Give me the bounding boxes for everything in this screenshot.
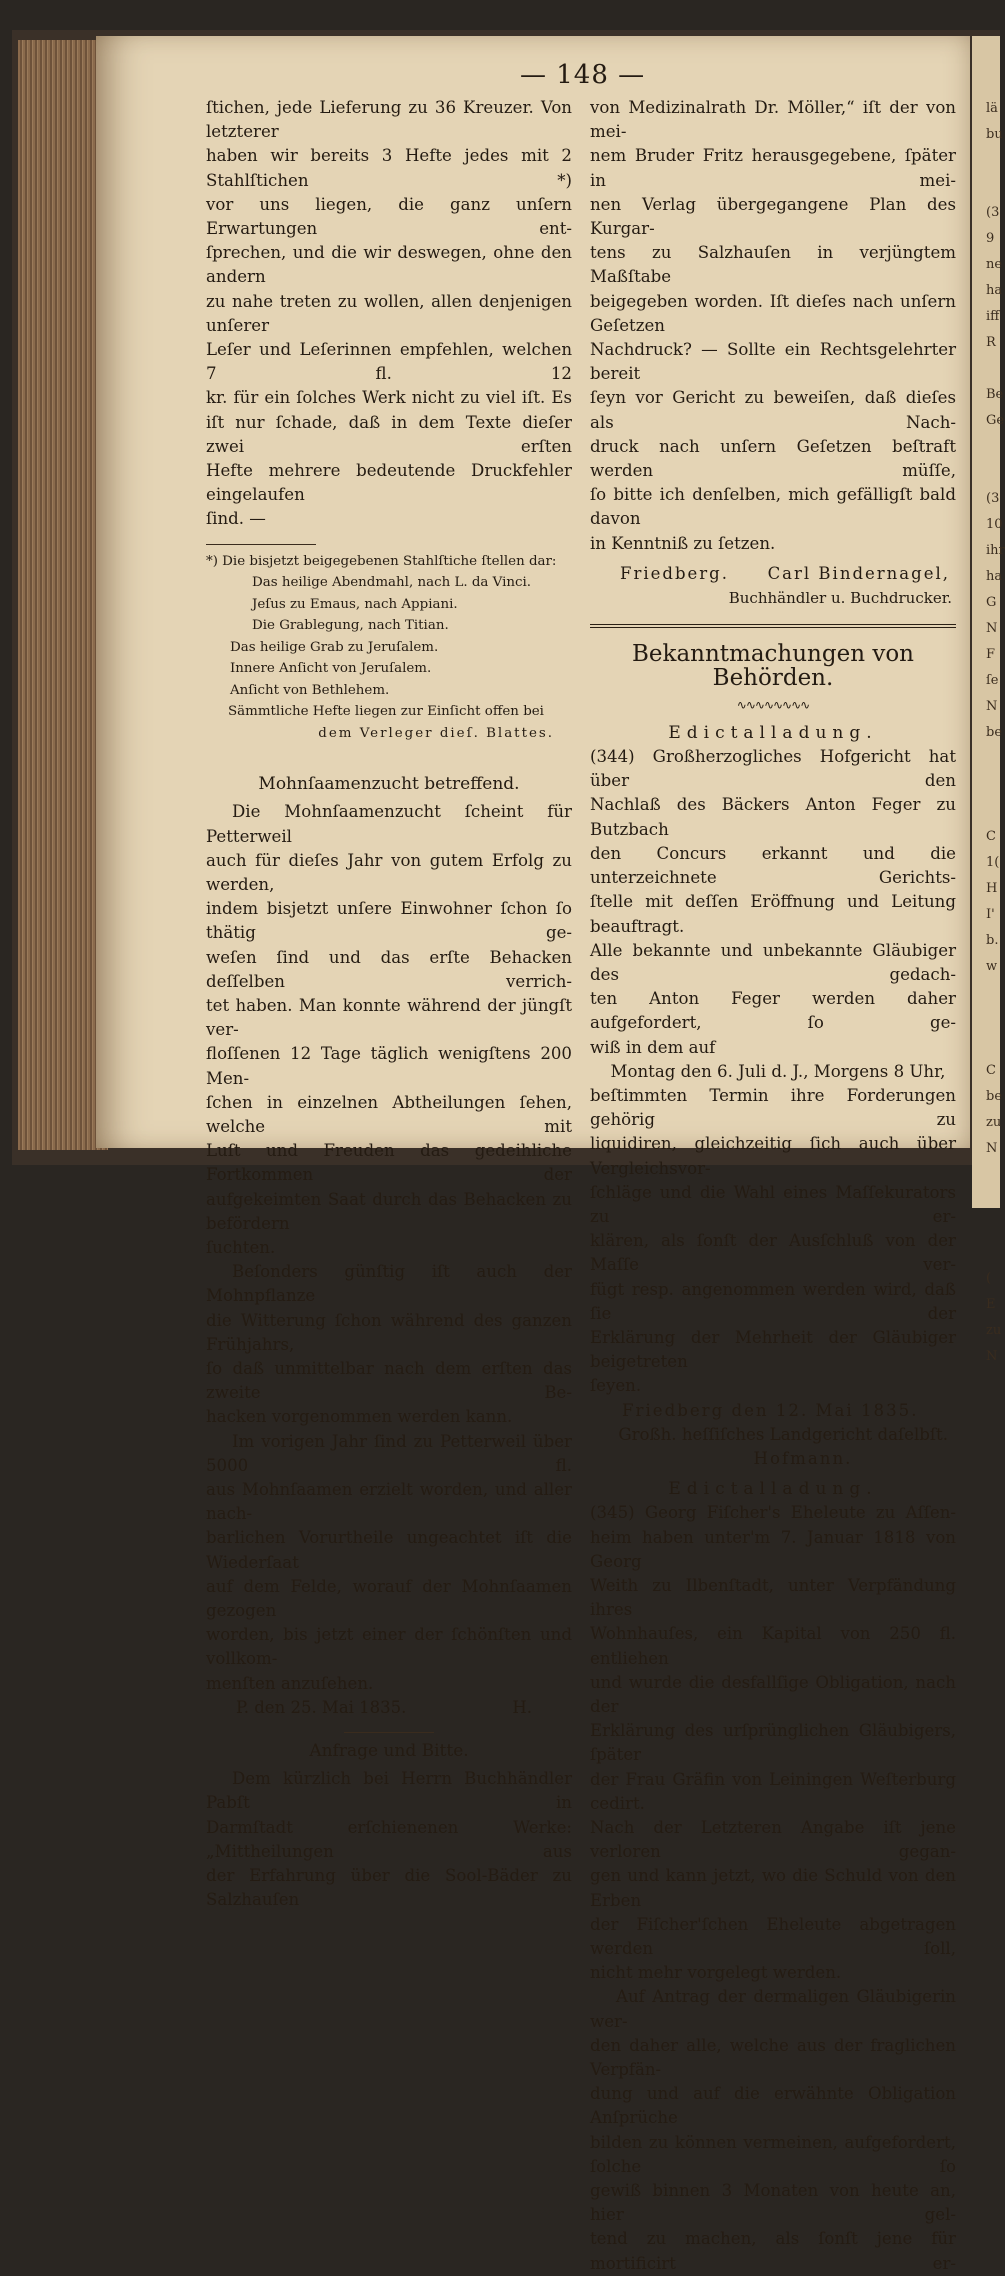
next-page-fragment — [972, 1162, 1000, 1188]
next-page-fragment — [972, 746, 1000, 772]
text-line: die Witterung ſchon während des ganzen Frühjahrs, — [206, 1310, 572, 1354]
next-page-fragment: zu — [986, 1115, 1002, 1130]
paragraph — [206, 1430, 572, 1696]
text-line: nen Verlag übergegangene Plan des Kurgar- — [590, 194, 956, 239]
text-line: menſten anzuſehen. — [206, 1673, 374, 1693]
next-page-fragment — [972, 434, 1000, 460]
text-line: Dem kürzlich bei Herrn Buchhändler Pabſt in — [206, 1769, 572, 1813]
next-page-fragment — [972, 1214, 1000, 1240]
edict-344-body — [590, 745, 956, 1060]
text-line: liquidiren, gleichzeitig ſich auch über Vergleichsvor- — [590, 1134, 956, 1178]
text-line: den Concurs erkannt und die unterzeichnete Gerichts- — [590, 843, 956, 888]
paragraph — [206, 1260, 572, 1429]
edict-345-body — [590, 1501, 956, 1985]
section-anfrage-body — [206, 1767, 572, 1912]
text-line: Nach der Letzteren Angabe iſt jene verloren gegan- — [590, 1818, 956, 1862]
edict-344-body2 — [590, 1084, 956, 1399]
text-line: Leſer und Leſerinnen empfehlen, welchen 7 fl. 12 — [206, 340, 572, 384]
next-page-fragment: ha — [986, 283, 1003, 298]
sign-place: Friedberg. — [620, 563, 729, 583]
section-title-bekanntmachungen: Bekanntmachungen von Behörden. — [632, 641, 914, 692]
text-line: aus Mohnſaamen erzielt worden, und aller nach- — [206, 1480, 572, 1524]
text-line: druck nach unſern Geſetzen beſtraft werden müſſe, — [590, 436, 956, 481]
text-line: ſuchten. — [206, 1238, 276, 1258]
text-line: den daher alle, welche aus der fraglichen Verpfän- — [590, 2035, 956, 2080]
text-line: ten Anton Feger werden daher aufgefordert, ſo ge- — [590, 989, 956, 1033]
text-line: Hefte mehrere bedeutende Druckfehler eingelaufen — [206, 461, 572, 505]
text-line: haben wir bereits 3 Hefte jedes mit 2 Stahlſtichen *) — [206, 146, 572, 190]
text-line: tend zu machen, als ſonſt jene für mortificirt er- — [590, 2229, 956, 2273]
text-line: auch für dieſes Jahr von gutem Erfolg zu werden, — [206, 850, 572, 894]
next-page-fragment — [972, 772, 1000, 798]
text-line: hacken vorgenommen werden kann. — [206, 1407, 513, 1427]
next-page-fragment: bu — [986, 127, 1003, 142]
ornament-wavy: ∿∿∿∿∿∿∿∿ — [736, 697, 810, 712]
next-page-fragment — [972, 980, 1000, 1006]
section-title-mohn: Mohnſaamenzucht betreffend. — [258, 774, 520, 795]
section-title-anfrage: Anfrage und Bitte. — [309, 1741, 469, 1762]
edict-heading-345: Edictalladung. — [668, 1479, 878, 1500]
text-line: vor uns liegen, die ganz unſern Erwartungen ent- — [206, 194, 572, 239]
next-page-fragment: G — [986, 595, 997, 610]
next-page-fragment: ſe — [986, 673, 999, 688]
next-page-fragment: (3 — [986, 491, 1000, 506]
signature-place-date: P. den 25. Mai 1835. — [236, 1697, 407, 1717]
footnote-item: Das heilige Abendmahl, nach L. da Vinci. — [252, 575, 532, 591]
text-line: kr. für ein ſolches Werk nicht zu viel iſt. Es — [206, 388, 572, 408]
text-line: Weith zu Ilbenſtadt, unter Verpfändung ihres — [590, 1575, 956, 1620]
sign-title: Buchhändler u. Buchdrucker. — [728, 589, 952, 608]
text-line: iſt nur ſchade, daß in dem Texte dieſer zwei erſten — [206, 412, 572, 456]
text-line: ſtelle mit deſſen Eröffnung und Leitung beauftragt. — [590, 892, 956, 936]
text-line: Nachdruck? — Sollte ein Rechtsgelehrter bereit — [590, 340, 956, 384]
text-line: der Fiſcher'ſchen Eheleute abgetragen werden ſoll, — [590, 1914, 956, 1959]
text-line: fügt resp. angenommen werden wird, daß ſie der — [590, 1279, 956, 1323]
footnote-item: Jeſus zu Emaus, nach Appiani. — [252, 596, 458, 612]
right-top-text — [590, 96, 956, 556]
publisher-signature — [590, 562, 956, 586]
text-line: indem bisjetzt unſere Einwohner ſchon ſo thätig ge- — [206, 899, 572, 943]
edict-344-place-date: Friedberg den 12. Mai 1835. — [622, 1400, 919, 1420]
next-page-fragment — [972, 460, 1000, 486]
footnote-item: Die Grablegung, nach Titian. — [252, 618, 449, 634]
footnote-item: Das heilige Grab zu Jeruſalem. — [230, 639, 439, 655]
next-page-fragment: N — [986, 1349, 998, 1364]
next-page-fragment: be — [986, 1089, 1003, 1104]
next-page-fragment — [972, 174, 1000, 200]
text-line: nicht mehr vorgelegt werden. — [590, 1963, 842, 1983]
text-line: gen und kann jetzt, wo die Schuld von den Erben — [590, 1866, 956, 1910]
left-top-text — [206, 96, 572, 532]
text-line: beigegeben worden. Iſt dieſes nach unſern Geſetzen — [590, 291, 956, 335]
text-line: ſprechen, und die wir deswegen, ohne den andern — [206, 243, 572, 287]
text-line: ſo daß unmittelbar nach dem erſten das zweite Be- — [206, 1359, 572, 1403]
section-mohn-signature — [206, 1696, 572, 1720]
text-line: tens zu Salzhauſen in verjüngtem Maßſtabe — [590, 243, 956, 287]
text-line: Im vorigen Jahr ſind zu Petterweil über 5000 fl. — [206, 1431, 572, 1475]
text-line: floſſenen 12 Tage täglich wenigſtens 200 Men- — [206, 1044, 572, 1088]
page-edges — [18, 40, 108, 1150]
next-page-fragment: ha — [986, 569, 1003, 584]
section-mohn-body — [206, 800, 572, 1696]
text-line: Auf Antrag der dermaligen Gläubigerin wer- — [590, 1987, 956, 2031]
next-page-fragment: ( — [986, 1271, 992, 1286]
text-line: und wurde die desfallſige Obligation, nach der — [590, 1672, 956, 1716]
edict-345-body2 — [590, 1985, 956, 2275]
next-page-fragment — [972, 1032, 1000, 1058]
next-page-fragment — [972, 148, 1000, 174]
text-line: dung und auf die erwähnte Obligation Anſprüche — [590, 2084, 956, 2128]
text-line: wiß in dem auf — [590, 1037, 716, 1057]
next-page-fragment: N — [986, 1141, 998, 1156]
next-page-fragment: C — [986, 829, 996, 844]
next-page-fragment — [972, 356, 1000, 382]
next-page-fragment — [972, 798, 1000, 824]
next-page-fragment: ne — [986, 257, 1003, 272]
next-page-fragment: ihr — [986, 543, 1005, 558]
next-page-fragment: N — [986, 621, 998, 636]
signature-initial: H. — [512, 1697, 532, 1717]
text-line: Luſt und Freuden das gedeihliche Fortkommen der — [206, 1141, 572, 1185]
text-line: zu nahe treten zu wollen, allen denjenigen unſerer — [206, 291, 572, 335]
text-line: Erklärung des urſprünglichen Gläubigers, ſpäter — [590, 1721, 956, 1765]
next-page-fragment: zu — [986, 1323, 1002, 1338]
text-line: heim haben unter'm 7. Januar 1818 von Georg — [590, 1527, 956, 1571]
footnote-rule — [206, 544, 316, 545]
footnote-closing: Sämmtliche Hefte liegen zur Einſicht offen bei — [228, 704, 544, 720]
sign-name: Carl Bindernagel, — [767, 563, 950, 583]
edict-heading-344: Edictalladung. — [668, 722, 878, 743]
next-page-fragment: Ge — [986, 413, 1005, 428]
next-page-fragment: N — [986, 699, 998, 714]
next-page-fragment: 1( — [986, 855, 1000, 870]
text-line: von Medizinalrath Dr. Möller,“ iſt der von mei- — [590, 98, 956, 142]
next-page-fragment: R — [986, 335, 996, 350]
text-line: ſchen in einzelnen Abtheilungen ſehen, welche mit — [206, 1092, 572, 1136]
next-page-fragment: lä — [986, 101, 998, 116]
right-column — [590, 96, 956, 2276]
text-line: Erklärung der Mehrheit der Gläubiger beigetreten — [590, 1327, 956, 1372]
text-line: ſo bitte ich denſelben, mich gefälligſt bald davon — [590, 485, 956, 529]
text-line: aufgekeimten Saat durch das Behacken zu befördern — [206, 1189, 572, 1233]
text-line: Darmſtadt erſchienenen Werke: „Mittheilungen aus — [206, 1817, 572, 1861]
left-column — [206, 96, 572, 1913]
footnote — [206, 551, 572, 745]
text-line: Nachlaß des Bäckers Anton Feger zu Butzbach — [590, 795, 956, 839]
text-line: Beſonders günſtig iſt auch der Mohnpflanze — [206, 1262, 572, 1306]
footnote-intro: *) Die bisjetzt beigegebenen Stahlſtiche ſtellen dar: — [206, 553, 557, 569]
text-line: (344) Großherzogliches Hofgericht hat über den — [590, 747, 956, 791]
text-line: ſeyn vor Gericht zu beweiſen, daß dieſes als Nach- — [590, 388, 956, 432]
footnote-sign: dem Verleger dieſ. Blattes. — [318, 725, 554, 741]
next-page-fragment: iff — [986, 309, 1000, 324]
text-line: worden, bis jetzt einer der ſchönſten und vollkom- — [206, 1625, 572, 1669]
footnote-items — [206, 572, 572, 701]
text-line: tet haben. Man konnte während der jüngſt ver- — [206, 995, 572, 1040]
next-page-fragment: E — [986, 1297, 996, 1312]
text-line: (345) Georg Fiſcher's Eheleute zu Aſſen- — [590, 1503, 956, 1523]
next-page-fragment: Be — [986, 387, 1004, 402]
text-line: ſchläge und die Wahl eines Maſſekurators zu er- — [590, 1182, 956, 1226]
next-page-fragment: C — [986, 1063, 996, 1078]
text-line: gewiß binnen 3 Monaten von heute an, hier gel- — [590, 2181, 956, 2225]
next-page-fragment — [972, 1240, 1000, 1266]
section-rule — [590, 624, 956, 628]
text-line: Alle bekannte und unbekannte Gläubiger des gedach- — [590, 940, 956, 984]
next-page-fragment: H — [986, 881, 998, 896]
next-page-fragment: w — [986, 959, 998, 974]
text-line: weſen ſind und das erſte Behacken deſſelben verrich- — [206, 947, 572, 991]
text-line: beſtimmten Termin ihre Forderungen gehörig zu — [590, 1085, 956, 1130]
next-page-edge — [972, 36, 1005, 1364]
text-line: der Erfahrung über die Sool-Bäder zu Salzhauſen — [206, 1866, 572, 1910]
text-line: auf dem Felde, worauf der Mohnſaamen gezogen — [206, 1576, 572, 1621]
text-line: in Kenntniß zu ſetzen. — [590, 533, 776, 553]
next-page-fragment: F — [986, 647, 996, 662]
edict-344-court: Großh. heſſiſches Landgericht daſelbſt. — [618, 1424, 948, 1444]
next-page-fragment: (3 — [986, 205, 1000, 220]
edict-344-official: Hofmann. — [753, 1448, 853, 1468]
text-line: nem Bruder Fritz herausgegebene, ſpäter in mei- — [590, 146, 956, 190]
text-line: ſind. — — [206, 509, 266, 529]
edict-344-date: Montag den 6. Juli d. J., Morgens 8 Uhr, — [610, 1061, 946, 1081]
text-line: Wohnhauſes, ein Kapital von 250 fl. entliehen — [590, 1624, 956, 1668]
next-page-fragment: 10 — [986, 517, 1003, 532]
next-page-fragment — [972, 1006, 1000, 1032]
footnote-item: Anſicht von Bethlehem. — [230, 682, 390, 698]
text-line: ſeyen. — [590, 1376, 642, 1396]
next-page-fragment: I' — [986, 907, 995, 922]
next-page-fragment: 9 — [986, 231, 995, 246]
next-page-fragment: be — [986, 725, 1003, 740]
text-line: barlichen Vorurtheile ungeachtet iſt die Wiederſaat — [206, 1528, 572, 1572]
next-page-fragment — [972, 1188, 1000, 1214]
text-line: klären, als ſonſt der Ausſchluß von der Maſſe ver- — [590, 1231, 956, 1275]
page-number: — 148 — — [520, 60, 646, 90]
next-page-fragment: b. — [986, 933, 999, 948]
text-line: Die Mohnſaamenzucht ſcheint für Petterweil — [206, 802, 572, 846]
section-divider — [344, 1732, 434, 1733]
paragraph — [206, 800, 572, 1260]
text-line: der Frau Gräfin von Leiningen Weſterburg cedirt. — [590, 1769, 956, 1813]
text-line: ſtichen, jede Lieferung zu 36 Kreuzer. Von letzterer — [206, 98, 572, 142]
footnote-item: Innere Anſicht von Jeruſalem. — [230, 661, 432, 677]
text-line: bilden zu können vermeinen, aufgefordert, ſolche ſo — [590, 2132, 956, 2176]
